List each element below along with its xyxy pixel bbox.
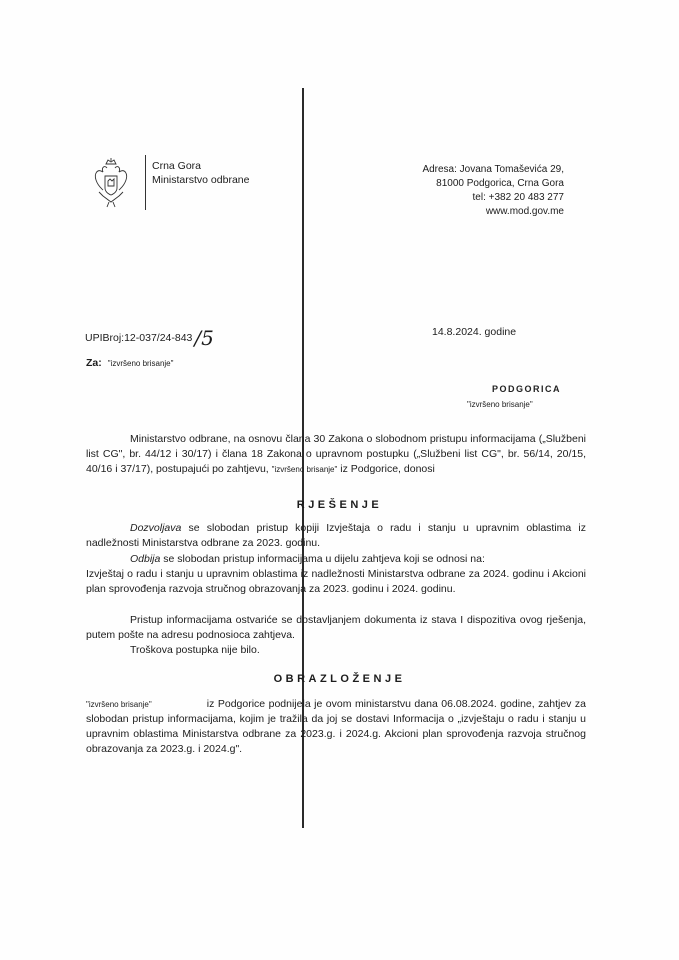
- handwritten-suffix: /5: [194, 326, 214, 350]
- decision-heading: RJEŠENJE: [296, 499, 383, 511]
- coat-of-arms-icon: [93, 158, 129, 208]
- addressee-label: Za:: [86, 357, 102, 369]
- issuer-country: Crna Gora: [152, 160, 202, 172]
- reference-number: [85, 322, 214, 350]
- decision-1-text: se slobodan pristup kopiji Izvještaja o radu i stanju u upravnim oblastima iz nadležnosti Ministarstva odbrane za 2023. godinu.: [86, 522, 586, 549]
- intro-text: Ministarstvo odbrane, na osnovu člana 30 Zakona o slobodnom pristupu informacijama („Službeni list CG", br. 44/12 i 30/17) i člana 18 Zakona o upravnom postupku („Službeni list CG", br. 56/14, 20/15, 40/16 i 37/17), postupajući po zahtjevu,: [86, 433, 586, 475]
- addressee-place: PODGORICA: [492, 384, 562, 394]
- decision-1-emphasis: Dozvoljava: [130, 522, 182, 534]
- addressee-redacted: "izvršeno brisanje": [107, 359, 174, 368]
- decision-item-4: Troškova postupka nije bilo.: [130, 644, 260, 656]
- addressee-line: [86, 357, 173, 369]
- address-website: www.mod.gov.me: [485, 206, 564, 217]
- address-street: Adresa: Jovana Tomaševića 29,: [422, 164, 564, 175]
- issuer-ministry: Ministarstvo odbrane: [152, 174, 250, 186]
- decision-item-2: [86, 552, 586, 597]
- reasoning-text: iz Podgorice podnijela je ovom ministarstvu dana 06.08.2024. godine, zahtjev za slobodan pristup informacijama, kojim je tražila da joj se dostavi Informacija o „izvještaju o radu i stanju u upravnim oblastima Ministarstva odbrane za 2023.g. i 2024.g. Akcioni plan sprovođenja razvoja stručnog obrazovanja za 2023.g. i 2024.g".: [86, 698, 586, 755]
- issuer-block: [152, 159, 249, 187]
- decision-item-3: Pristup informacijama ostvariće se dostavljanjem dokumenta iz stava I dispozitiva ovog rješenja, putem pošte na adresu podnosioca zahtjeva.: [86, 614, 586, 641]
- reasoning-redacted: "izvršeno brisanje": [86, 700, 152, 709]
- address-city: 81000 Podgorica, Crna Gora: [436, 178, 564, 189]
- intro-tail: iz Podgorice, donosi: [337, 463, 435, 475]
- address-block: [422, 163, 564, 219]
- address-phone: tel: +382 20 483 277: [472, 192, 564, 203]
- document-date: 14.8.2024. godine: [432, 326, 517, 338]
- decision-2-continuation: Izvještaj o radu i stanju u upravnim oblastima iz nadležnosti Ministarstva odbrane za 2024. godinu i Akcioni plan sprovođenja razvoja stručnog obrazovanja za 2023. godinu i 2024. godinu.: [86, 568, 586, 595]
- decision-item-1: [86, 521, 586, 551]
- decision-2-text: se slobodan pristup informacijama u dijelu zahtjeva koji se odnosi na:: [160, 553, 485, 565]
- intro-redacted: "izvršeno brisanje": [271, 465, 338, 474]
- decision-2-emphasis: Odbija: [130, 553, 161, 565]
- place-redacted: "izvršeno brisanje": [467, 400, 533, 409]
- reasoning-heading: OBRAZLOŽENJE: [273, 673, 406, 685]
- reasoning-paragraph: [86, 697, 586, 757]
- header-divider: [145, 155, 146, 210]
- intro-paragraph: [86, 432, 586, 477]
- reference-number-text: UPIBroj:12-037/24-843: [85, 332, 193, 344]
